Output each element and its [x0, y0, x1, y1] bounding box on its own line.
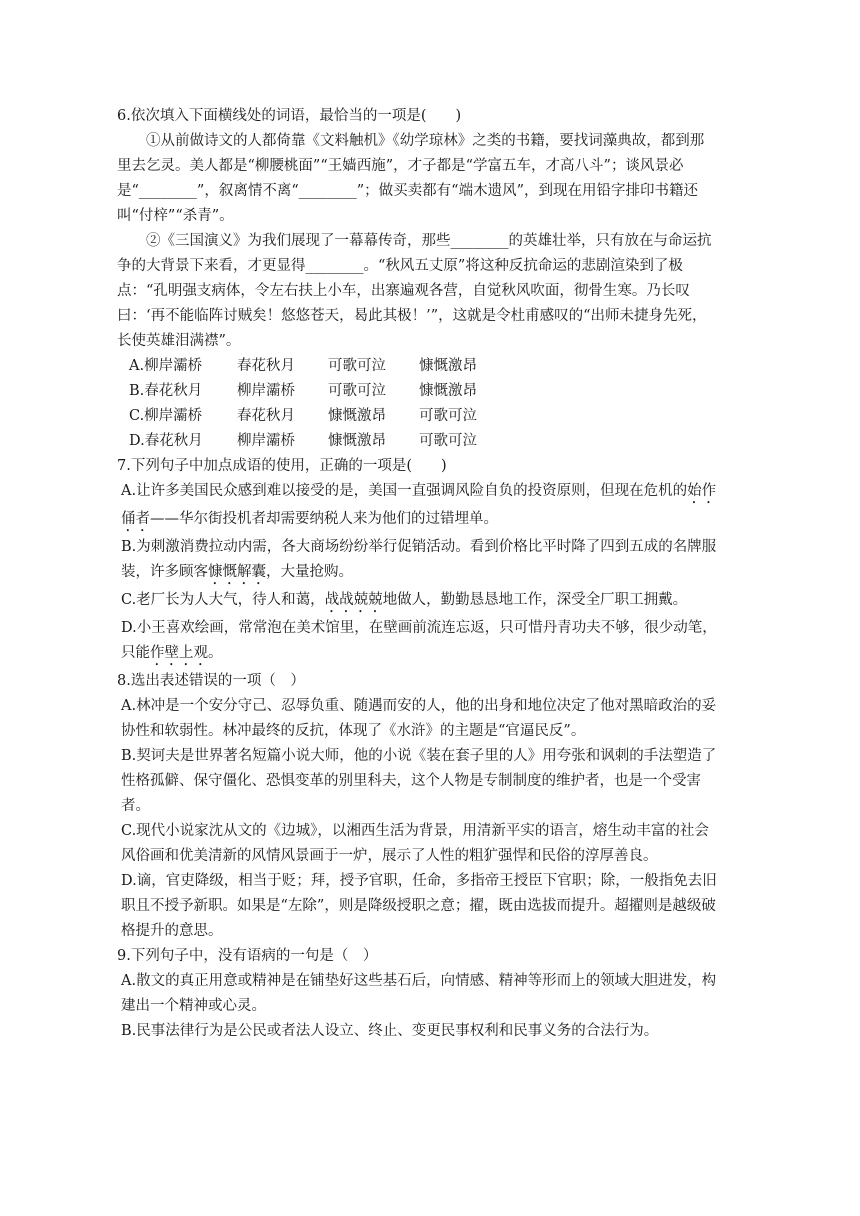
choice-text: ——华尔街投机者却需要纳税人来为他们的过错埋单。 — [150, 511, 498, 527]
question-7-title: 7.下列句子中加点成语的使用，正确的一项是( ) — [117, 458, 447, 474]
choice-text: D.小王喜欢绘画，常常泡在美术馆里，在壁画前流连忘返，只可惜丹青功夫不够，很少动笔，只能 — [121, 620, 717, 661]
option-d-row — [117, 429, 717, 454]
choice-text: ，大量抢购。 — [266, 564, 353, 580]
question-9-choice-a: A.散文的真正用意或精神是在铺垫好这些基石后，向情感、精神等形而上的领域大胆进发，构建出一个精神或心灵。 — [121, 973, 717, 1014]
question-9-title: 9.下列句子中，没有语病的一句是（ ） — [117, 948, 378, 964]
question-8-choice-c: C.现代小说家沈从文的《边城》，以湘西生活为背景，用清新平实的语言，熔生动丰富的社会风俗画和优美清新的风情风景画于一炉，展示了人性的粗犷强悍和民俗的淳厚善良。 — [121, 823, 709, 864]
question-7-choice-b — [117, 535, 717, 588]
question-9-choice-b: B.民事法律行为是公民或者法人设立、终止、变更民事权利和民事义务的合法行为。 — [121, 1023, 659, 1039]
option-cell: 春花秋月 — [237, 358, 295, 374]
option-label: B.春花秋月 — [129, 383, 203, 399]
choice-text: 地做人，勤勤恳恳地工作，深受全厂职工拥戴。 — [382, 592, 688, 608]
option-cell: 柳岸灞桥 — [237, 433, 295, 449]
option-label: C.柳岸灞桥 — [129, 408, 203, 424]
option-cell: 可歌可泣 — [328, 383, 386, 399]
question-6-passage-1: ①从前做诗文的人都倚靠《文料触机》《幼学琼林》之类的书籍，要找词藻典故，都到那里去乞灵。美人都是“柳腰桃面”“王嫱西施”，才子都是“学富五车，才高八斗”；谈风景必是“________”，叙离情不离“________”；做买卖都有“端木遗风”，到现在用铅字排印书籍还叫“付梓”“杀青”。 — [117, 133, 705, 224]
question-6-options — [117, 354, 717, 454]
option-cell: 慷慨激昂 — [328, 408, 386, 424]
question-7-choice-d — [117, 616, 717, 669]
choice-text: A.让许多美国民众感到难以接受的是，美国一直强调风险自负的投资原则，但现在危机的 — [121, 483, 688, 499]
question-8-title: 8.选出表述错误的一项（ ） — [117, 673, 305, 689]
option-cell: 可歌可泣 — [328, 358, 386, 374]
choice-text: C.老厂长为人大气，待人和蔼， — [121, 592, 325, 608]
option-a-row — [117, 354, 717, 379]
choice-text: 。 — [208, 645, 223, 661]
option-label: D.春花秋月 — [129, 433, 203, 449]
question-8 — [117, 669, 717, 944]
dotted-idiom: 始作俑者 — [121, 483, 717, 527]
dotted-idiom: 作壁上观 — [150, 645, 208, 661]
question-6 — [117, 104, 717, 454]
document-content — [117, 104, 717, 1044]
question-7-choice-c — [117, 588, 717, 616]
question-6-title: 6.依次填入下面横线处的词语，最恰当的一项是( ) — [117, 108, 462, 124]
question-8-choice-a: A.林冲是一个安分守己、忍辱负重、随遇而安的人，他的出身和地位决定了他对黑暗政治的妥协性和软弱性。林冲最终的反抗，体现了《水浒》的主题是“官逼民反”。 — [121, 698, 717, 739]
option-cell: 慷慨激昂 — [419, 358, 477, 374]
option-cell: 春花秋月 — [237, 408, 295, 424]
option-cell: 可歌可泣 — [419, 433, 477, 449]
question-7-choice-a — [117, 479, 717, 535]
question-8-choice-b: B.契诃夫是世界著名短篇小说大师，他的小说《装在套子里的人》用夸张和讽刺的手法塑造了性格孤僻、保守僵化、恐惧变革的别里科夫，这个人物是专制制度的维护者，也是一个受害者。 — [121, 748, 717, 814]
question-8-choice-d: D.谪，官吏降级，相当于贬；拜，授予官职，任命，多指帝王授臣下官职；除，一般指免去旧职且不授予新职。如果是“左除”，则是降级授职之意；擢，既由选拔而提升。超擢则是越级破格提升的意思。 — [121, 873, 717, 939]
option-c-row — [117, 404, 717, 429]
dotted-idiom: 战战兢兢 — [324, 592, 383, 608]
choice-text: B.为刺激消费拉动内需，各大商场纷纷举行促销活动。看到价格比平时降了四到五成的名牌服装，许多顾客 — [121, 539, 717, 580]
option-b-row — [117, 379, 717, 404]
dotted-idiom: 慷慨解囊 — [208, 564, 266, 580]
question-6-passage-2: ②《三国演义》为我们展现了一幕幕传奇，那些________的英雄壮举，只有放在与命运抗争的大背景下来看，才更显得________。“秋风五丈原”将这种反抗命运的悲剧渲染到了极点：“孔明强支病体，令左右扶上小车，出寨遍观各营，自觉秋风吹面，彻骨生寒。乃长叹曰：‘再不能临阵讨贼矣！悠悠苍天，曷此其极！’”，这就是令杜甫感叹的“出师未捷身先死，长使英雄泪满襟”。 — [117, 233, 712, 349]
option-cell: 柳岸灞桥 — [237, 383, 295, 399]
question-9 — [117, 944, 717, 1044]
option-cell: 可歌可泣 — [419, 408, 477, 424]
question-7 — [117, 454, 717, 669]
option-label: A.柳岸灞桥 — [129, 358, 203, 374]
option-cell: 慷慨激昂 — [328, 433, 386, 449]
option-cell: 慷慨激昂 — [419, 383, 477, 399]
